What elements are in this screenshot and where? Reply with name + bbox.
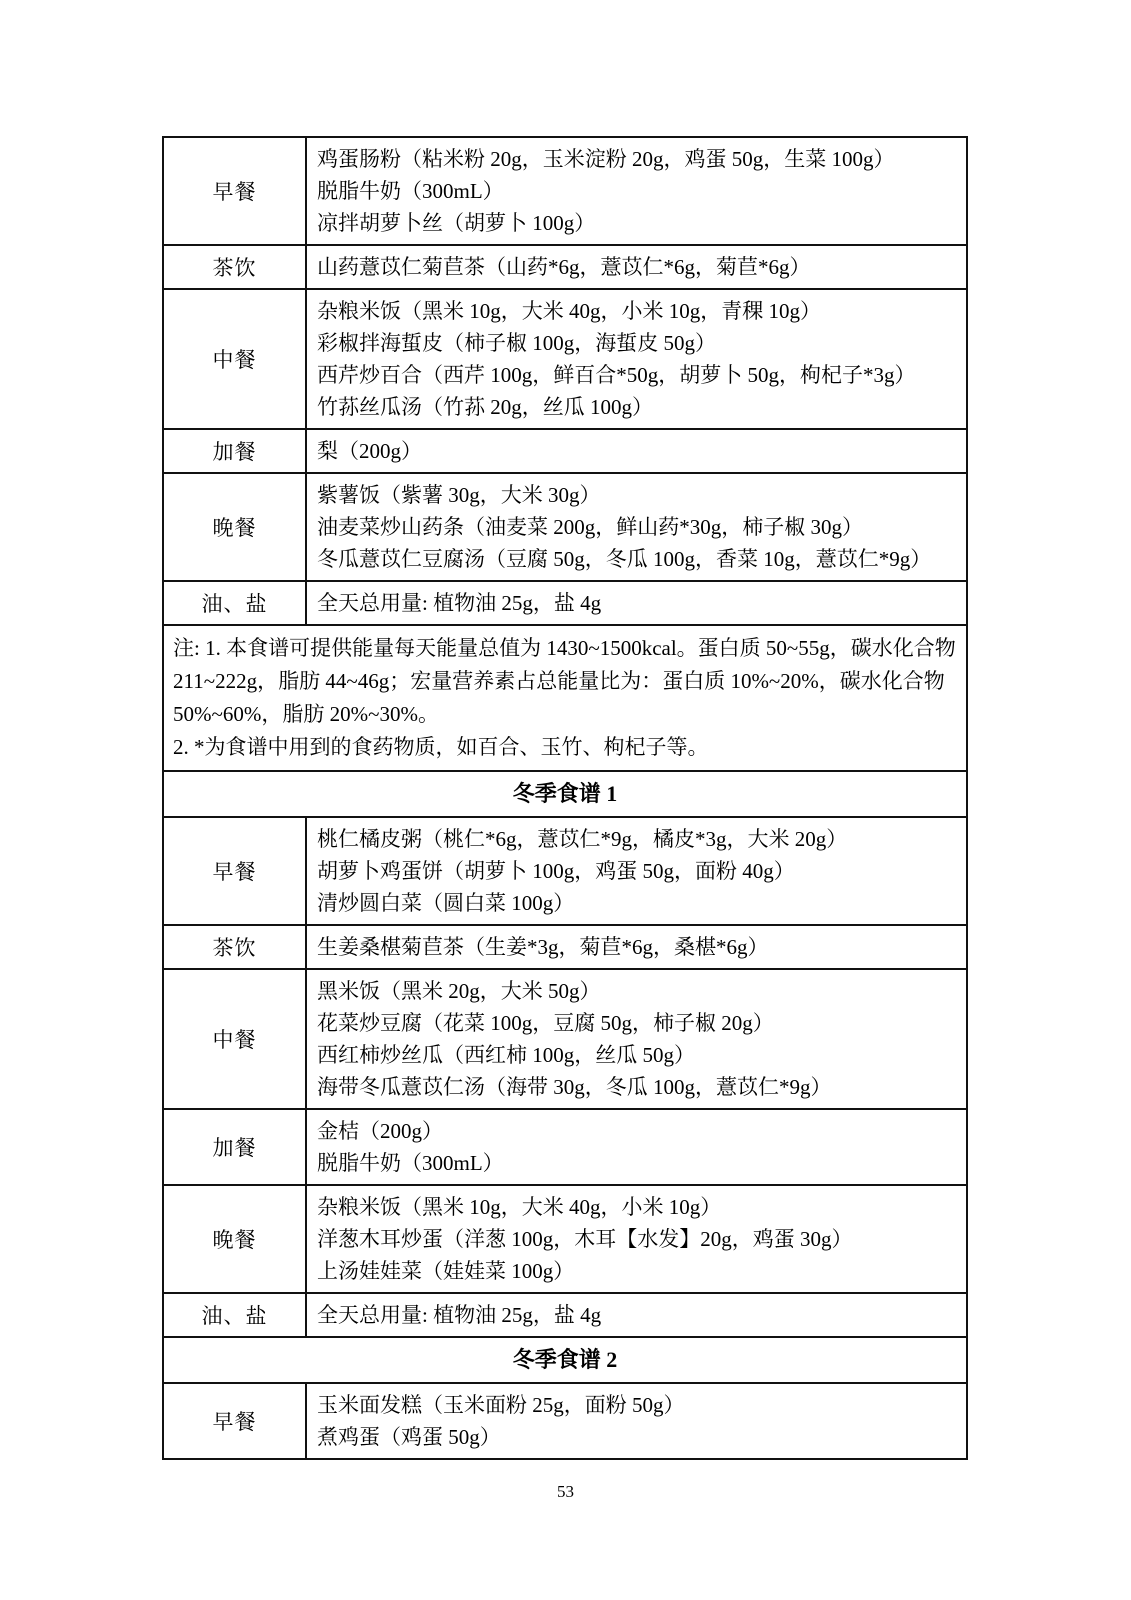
meal-label: 茶饮 <box>212 936 257 960</box>
dish-line: 胡萝卜鸡蛋饼（胡萝卜 100g，鸡蛋 50g，面粉 40g） <box>317 859 795 883</box>
page-number: 53 <box>557 1482 574 1501</box>
meal-content-cell <box>306 429 967 473</box>
meal-content-cell <box>306 969 967 1109</box>
meal-label-cell <box>163 817 306 925</box>
dish-line: 脱脂牛奶（300mL） <box>317 179 504 203</box>
meal-content-cell <box>306 581 967 625</box>
section-title: 冬季食谱 1 <box>512 781 618 806</box>
meal-label-cell <box>163 1109 306 1185</box>
dish-line: 黑米饭（黑米 20g，大米 50g） <box>317 979 601 1003</box>
meal-label: 中餐 <box>212 1028 257 1052</box>
meal-label: 晚餐 <box>212 1228 257 1252</box>
table-row <box>163 429 967 473</box>
dish-line: 凉拌胡萝卜丝（胡萝卜 100g） <box>317 211 596 235</box>
diet-table <box>162 136 968 1460</box>
table-row <box>163 245 967 289</box>
dish-line: 海带冬瓜薏苡仁汤（海带 30g，冬瓜 100g，薏苡仁*9g） <box>317 1075 832 1099</box>
meal-content-cell <box>306 473 967 581</box>
meal-label: 中餐 <box>212 348 257 372</box>
section-header-cell <box>163 771 967 817</box>
dish-line: 竹荪丝瓜汤（竹荪 20g，丝瓜 100g） <box>317 395 653 419</box>
meal-label-cell <box>163 289 306 429</box>
dish-line: 山药薏苡仁菊苣茶（山药*6g，薏苡仁*6g，菊苣*6g） <box>317 255 811 279</box>
meal-label-cell <box>163 1185 306 1293</box>
meal-content-cell <box>306 245 967 289</box>
table-row <box>163 581 967 625</box>
table-row <box>163 289 967 429</box>
table-row <box>163 1337 967 1383</box>
dish-line: 花菜炒豆腐（花菜 100g，豆腐 50g，柿子椒 20g） <box>317 1011 774 1035</box>
dish-line: 油麦菜炒山药条（油麦菜 200g，鲜山药*30g，柿子椒 30g） <box>317 515 863 539</box>
meal-content-cell <box>306 1109 967 1185</box>
meal-content-cell <box>306 137 967 245</box>
table-row <box>163 1185 967 1293</box>
meal-label-cell <box>163 969 306 1109</box>
notes-cell <box>163 625 967 771</box>
meal-content-cell <box>306 817 967 925</box>
meal-label-cell <box>163 137 306 245</box>
dish-line: 桃仁橘皮粥（桃仁*6g，薏苡仁*9g，橘皮*3g，大米 20g） <box>317 827 848 851</box>
table-row <box>163 473 967 581</box>
meal-label-cell <box>163 925 306 969</box>
dish-line: 金桔（200g） <box>317 1119 443 1143</box>
dish-line: 脱脂牛奶（300mL） <box>317 1151 504 1175</box>
table-row <box>163 969 967 1109</box>
meal-content-cell <box>306 1293 967 1337</box>
dish-line: 紫薯饭（紫薯 30g，大米 30g） <box>317 483 601 507</box>
dish-line: 西红柿炒丝瓜（西红柿 100g，丝瓜 50g） <box>317 1043 695 1067</box>
dish-line: 全天总用量: 植物油 25g，盐 4g <box>317 1303 602 1327</box>
table-row <box>163 1383 967 1459</box>
dish-line: 杂粮米饭（黑米 10g，大米 40g，小米 10g，青稞 10g） <box>317 299 821 323</box>
table-row <box>163 1293 967 1337</box>
meal-label-cell <box>163 1293 306 1337</box>
meal-label-cell <box>163 429 306 473</box>
meal-label: 早餐 <box>212 180 257 204</box>
dish-line: 清炒圆白菜（圆白菜 100g） <box>317 891 575 915</box>
dish-line: 玉米面发糕（玉米面粉 25g，面粉 50g） <box>317 1393 685 1417</box>
dish-line: 生姜桑椹菊苣茶（生姜*3g，菊苣*6g，桑椹*6g） <box>317 935 769 959</box>
meal-label-cell <box>163 581 306 625</box>
note-paragraph: 注: 1. 本食谱可提供能量每天能量总值为 1430~1500kcal。蛋白质 50~55g，碳水化合物 211~222g，脂肪 44~46g；宏量营养素占总能量比为：蛋白质 10%~20%，碳水化合物 50%~60%，脂肪 20%~30%。 <box>173 636 956 726</box>
dish-line: 梨（200g） <box>317 439 422 463</box>
meal-label: 油、盐 <box>201 592 268 616</box>
dish-line: 西芹炒百合（西芹 100g，鲜百合*50g，胡萝卜 50g，枸杞子*3g） <box>317 363 916 387</box>
table-row <box>163 625 967 771</box>
dish-line: 上汤娃娃菜（娃娃菜 100g） <box>317 1259 575 1283</box>
table-row <box>163 771 967 817</box>
section-header-cell <box>163 1337 967 1383</box>
dish-line: 杂粮米饭（黑米 10g，大米 40g，小米 10g） <box>317 1195 722 1219</box>
meal-label: 早餐 <box>212 860 257 884</box>
dish-line: 鸡蛋肠粉（粘米粉 20g，玉米淀粉 20g，鸡蛋 50g，生菜 100g） <box>317 147 895 171</box>
table-row <box>163 137 967 245</box>
dish-line: 彩椒拌海蜇皮（柿子椒 100g，海蜇皮 50g） <box>317 331 716 355</box>
meal-label: 加餐 <box>212 1136 257 1160</box>
meal-content-cell <box>306 925 967 969</box>
section-title: 冬季食谱 2 <box>512 1347 618 1372</box>
meal-label-cell <box>163 1383 306 1459</box>
meal-label: 晚餐 <box>212 516 257 540</box>
meal-content-cell <box>306 1383 967 1459</box>
dish-line: 煮鸡蛋（鸡蛋 50g） <box>317 1425 501 1449</box>
diet-table-body <box>163 137 967 1459</box>
table-row <box>163 817 967 925</box>
meal-content-cell <box>306 289 967 429</box>
dish-line: 洋葱木耳炒蛋（洋葱 100g，木耳【水发】20g，鸡蛋 30g） <box>317 1227 853 1251</box>
table-row <box>163 1109 967 1185</box>
meal-label: 茶饮 <box>212 256 257 280</box>
meal-label-cell <box>163 245 306 289</box>
dish-line: 冬瓜薏苡仁豆腐汤（豆腐 50g，冬瓜 100g，香菜 10g，薏苡仁*9g） <box>317 547 932 571</box>
note-paragraph: 2. *为食谱中用到的食药物质，如百合、玉竹、枸杞子等。 <box>173 735 709 759</box>
meal-label: 早餐 <box>212 1410 257 1434</box>
meal-label: 加餐 <box>212 440 257 464</box>
meal-content-cell <box>306 1185 967 1293</box>
meal-label: 油、盐 <box>201 1304 268 1328</box>
dish-line: 全天总用量: 植物油 25g，盐 4g <box>317 591 602 615</box>
table-row <box>163 925 967 969</box>
meal-label-cell <box>163 473 306 581</box>
